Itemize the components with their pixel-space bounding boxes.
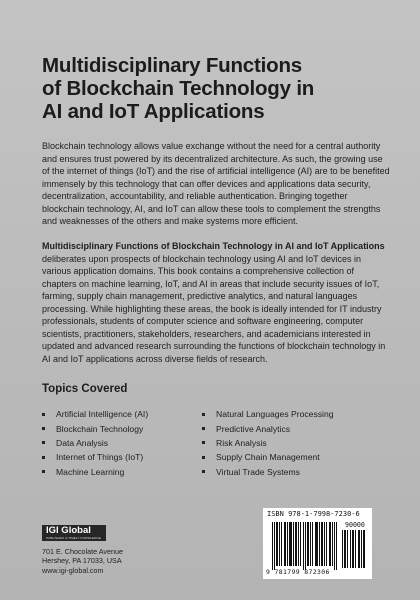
topic-item [42,436,148,450]
topic-label: Artificial Intelligence (AI) [56,409,149,420]
bullet-icon [42,441,45,444]
description-bold-lead: Multidisciplinary Functions of Blockchain Technology in AI and IoT Applications [42,241,385,251]
topic-item [42,465,148,479]
topics-list-right [202,407,334,479]
address-line2: Hershey, PA 17033, USA [42,556,122,566]
logo-text: IGI Global [46,525,91,536]
bullet-icon [42,456,45,459]
topic-item [202,450,334,464]
description-body: deliberates upon prospects of blockchain technology using AI and IoT devices in various application domains. This book contains a comprehensive collection of chapters on machine learning, IoT, and AI in areas that include security issues of IoT, farming, supply chain management, predictive analytics, and natural languages processing. While highlighting these areas, the book is ideally intended for IT industry professionals, students of computer science and software engineering, computer scientists, practitioners, stakeholders, researchers, and academicians interested in updated and advanced research surrounding the functions of blockchain technology in AI and IoT applications across diverse fields of research. [42,253,386,364]
address-line1: 701 E. Chocolate Avenue [42,547,123,556]
publisher-logo [42,525,106,541]
topic-label: Blockchain Technology [56,423,144,434]
topics-heading: Topics Covered [42,383,128,395]
isbn-text: ISBN 978-1-7998-7230-6 [267,510,360,518]
topic-label: Machine Learning [56,466,125,477]
bullet-icon [42,470,45,473]
price-code: 90000 [345,521,365,529]
ean-barcode-bars [272,522,340,570]
description-paragraph [42,240,390,365]
publisher-address [42,547,123,575]
publisher-website: www.igi-global.com [42,565,104,575]
logo-tagline: PUBLISHER of TIMELY KNOWLEDGE [46,536,101,540]
topic-label: Predictive Analytics [216,423,291,434]
bullet-icon [42,413,45,416]
topic-item [202,421,334,435]
topic-item [42,450,148,464]
bullet-icon [42,427,45,430]
bullet-icon [202,470,205,473]
topic-label: Internet of Things (IoT) [56,452,144,463]
ean-number: 9 781799 872306 [266,568,330,576]
topic-item [42,407,148,421]
topic-label: Data Analysis [56,437,109,448]
bullet-icon [202,441,205,444]
topic-item [202,436,334,450]
topic-label: Natural Languages Processing [216,409,334,420]
topics-list-left [42,407,148,479]
book-title: Multidisciplinary Functions of Blockchain Technology in AI and IoT Applications [42,54,315,123]
isbn-barcode [263,508,372,579]
topic-item [42,421,148,435]
bullet-icon [202,413,205,416]
topic-item [202,465,334,479]
bullet-icon [202,456,205,459]
bullet-icon [202,427,205,430]
intro-paragraph: Blockchain technology allows value exchange without the need for a central authority and ensures trust powered by its decentralized architecture. As such, the growing use of the internet of things (IoT) and the rise of artificial intelligence (AI) are to be benefited immensely by this technology that can offer devices and applications data security, decentralization, accountability, and reliable authentication. Bringing together blockchain technology, AI, and IoT can allow these tools to complement the strengths and weaknesses of the others and make systems more efficient. [42,141,390,226]
topic-item [202,407,334,421]
topic-label: Risk Analysis [216,437,267,448]
topic-label: Supply Chain Management [216,452,320,463]
addon-barcode-bars [342,530,366,568]
topic-label: Virtual Trade Systems [216,466,300,477]
